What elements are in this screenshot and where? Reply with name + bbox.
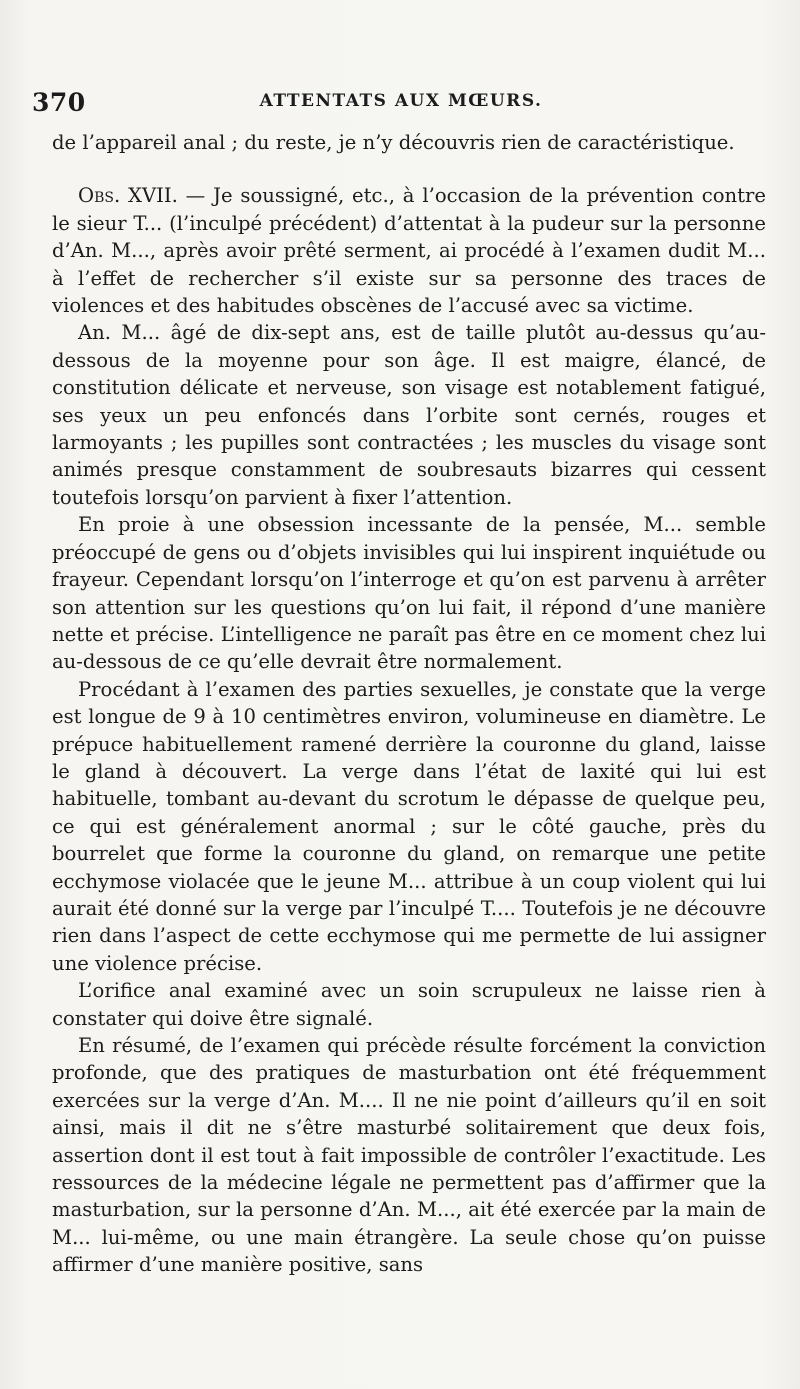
paragraph-description: An. M... âgé de dix-sept ans, est de taille plutôt au-dessus qu’au-dessous de la moyenne pour son âge. Il est maigre, élancé, de constitution délicate et nerveuse, son visage est notablement fatigué, ses yeux un peu enfoncés dans l’orbite sont cernés, rouges et larmoyants ; les pupilles sont contractées ; les muscles du visage sont animés presque constamment de soubresauts bizarres qui cessent toutefois lorsqu’on parvient à fixer l’attention. [52,321,766,509]
paragraph-obsession: En proie à une obsession incessante de la pensée, M... semble préoccupé de gens ou d’objets invisibles qui lui inspirent inquiétude ou frayeur. Cependant lorsqu’on l’interroge et qu’on est parvenu à arrêter son attention sur les questions qu’on lui fait, il répond d’une manière nette et précise. L’intelligence ne paraît pas être en ce moment chez lui au-dessous de ce qu’elle devrait être normalement. [52,513,766,674]
body-text [52,129,766,1279]
observation-label: Obs. XVII. [78,184,178,208]
paragraph-observation-xvii [52,182,766,319]
paragraph-anal-orifice: L’orifice anal examiné avec un soin scrupuleux ne laisse rien à constater qui doive être signalé. [52,979,766,1030]
page-number: 370 [32,88,86,117]
paragraph-examination: Procédant à l’examen des parties sexuelles, je constate que la verge est longue de 9 à 10 centimètres environ, volumineuse en diamètre. Le prépuce habituellement ramené derrière la couronne du gland, laisse le gland à découvert. La verge dans l’état de laxité qui lui est habituelle, tombant au-devant du scrotum le dépasse de quelque peu, ce qui est généralement anormal ; sur le côté gauche, près du bourrelet que forme la couronne du gland, on remarque une petite ecchymose violacée que le jeune M... attribue à un coup violent qui lui aurait été donné sur la verge par l’inculpé T.... Toutefois je ne découvre rien dans l’aspect de cette ecchymose qui me permette de lui assigner une violence précise. [52,677,766,975]
running-title: ATTENTATS AUX MŒURS. [259,91,543,111]
paragraph-summary: En résumé, de l’examen qui précède résulte forcément la conviction profonde, que des pratiques de masturbation ont été fréquemment exercées sur la verge d’An. M.... Il ne nie point d’ailleurs qu’il en soit ainsi, mais il dit ne s’être masturbé solitairement que deux fois, assertion dont il est tout à fait impossible de contrôler l’exactitude. Les ressources de la médecine légale ne permettent pas d’affirmer que la masturbation, sur la personne d’An. M..., ait été exercée par la main de M... lui-même, ou une main étrangère. La seule chose qu’on puisse affirmer d’une manière positive, sans [52,1034,766,1277]
paragraph-continuation: de l’appareil anal ; du reste, je n’y découvris rien de caractéristique. [52,131,735,154]
page-header [30,88,772,117]
observation-text: — Je soussigné, etc., à l’occasion de la prévention contre le sieur T... (l’inculpé précédent) d’attentat à la pudeur sur la personne d’An. M..., après avoir prêté serment, ai procédé à l’examen dudit M... à l’effet de rechercher s’il existe sur sa personne des traces de violences et des habitudes obscènes de l’accusé avec sa victime. [52,184,766,318]
